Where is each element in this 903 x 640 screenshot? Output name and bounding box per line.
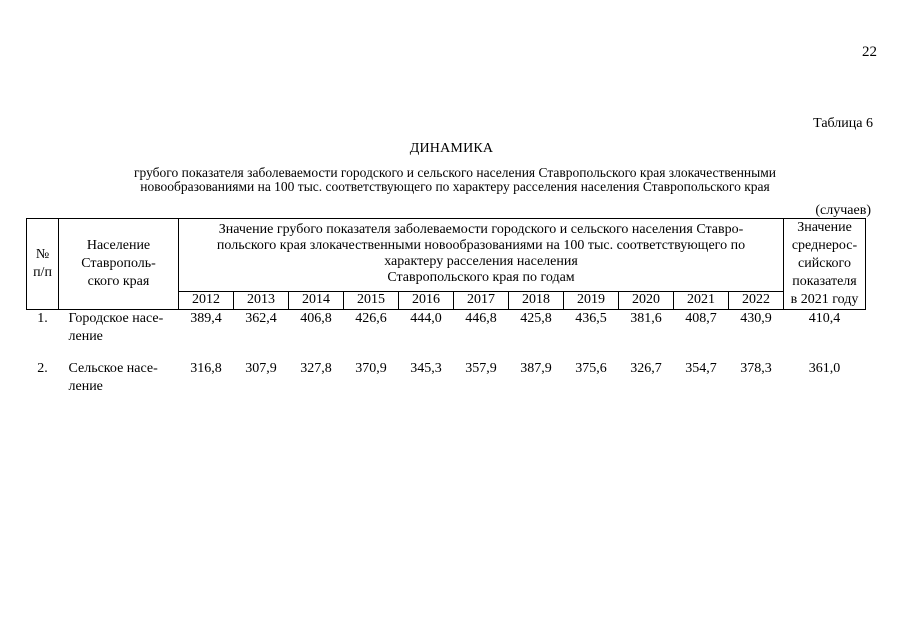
row-population [59, 310, 179, 347]
header-population-line: Ставрополь- [81, 256, 156, 271]
average-cell: 361,0 [808, 361, 841, 376]
value-cell: 354,7 [685, 361, 717, 376]
header-population-line: Население [86, 238, 151, 253]
header-values-line: характеру расселения населения [384, 254, 578, 269]
header-average-line: показателя [792, 274, 857, 289]
subtitle-line-2: новообразованиями на 100 тыс. соответствующего по характеру расселения населения Ставропольского края [140, 179, 770, 194]
header-values-line: польского края злокачественными новообразованиями на 100 тыс. соответствующего по [216, 238, 746, 253]
row-spacer [27, 346, 866, 360]
value-cell: 406,8 [300, 311, 332, 326]
value-cell: 444,0 [410, 311, 442, 326]
row-population [59, 360, 179, 396]
header-average [784, 219, 866, 310]
year-cell: 2019 [564, 292, 619, 310]
header-population [59, 219, 179, 310]
value-cell: 387,9 [520, 361, 552, 376]
year-cell: 2018 [509, 292, 564, 310]
header-number-line: п/п [33, 265, 52, 280]
year-cell: 2014 [289, 292, 344, 310]
header-number [27, 219, 59, 310]
value-cell: 370,9 [355, 361, 387, 376]
table-label: Таблица 6 [813, 116, 873, 131]
value-cell: 375,6 [575, 361, 607, 376]
document-title: ДИНАМИКА [409, 141, 494, 156]
value-cell: 381,6 [630, 311, 662, 326]
value-cell: 408,7 [685, 311, 717, 326]
year-cell: 2015 [344, 292, 399, 310]
value-cell: 430,9 [740, 311, 772, 326]
table-row [27, 360, 866, 396]
year-cell: 2020 [619, 292, 674, 310]
subtitle-line-1: грубого показателя заболеваемости городского и сельского населения Ставропольского края злокачественными [134, 165, 776, 180]
header-average-line: Значение [797, 220, 852, 235]
row-population-line: ление [68, 329, 103, 344]
value-cell: 316,8 [190, 361, 222, 376]
table-header-row [27, 219, 866, 292]
page-number: 22 [862, 44, 877, 60]
value-cell: 362,4 [245, 311, 277, 326]
value-cell: 326,7 [630, 361, 662, 376]
row-population-line: Сельское насе- [68, 361, 158, 376]
header-values [179, 219, 784, 292]
row-population-line: ление [68, 379, 103, 394]
document-subtitle [60, 166, 850, 194]
header-average-line: сийского [798, 256, 851, 271]
value-cell: 345,3 [410, 361, 442, 376]
value-cell: 357,9 [465, 361, 497, 376]
row-number: 1. [37, 311, 48, 326]
value-cell: 446,8 [465, 311, 497, 326]
value-cell: 378,3 [740, 361, 772, 376]
value-cell: 389,4 [190, 311, 222, 326]
header-values-line: Ставропольского края по годам [387, 270, 575, 285]
year-cell: 2012 [179, 292, 234, 310]
average-cell: 410,4 [808, 311, 841, 326]
table-row [27, 310, 866, 347]
header-average-line: среднерос- [791, 238, 858, 253]
value-cell: 425,8 [520, 311, 552, 326]
value-cell: 436,5 [575, 311, 607, 326]
row-number: 2. [37, 361, 48, 376]
header-number-line: № [35, 247, 50, 262]
year-cell: 2021 [674, 292, 729, 310]
header-values-line: Значение грубого показателя заболеваемости городского и сельского населения Ставро- [218, 222, 744, 237]
year-cell: 2013 [234, 292, 289, 310]
incidence-table [26, 218, 866, 396]
row-population-line: Городское насе- [68, 311, 164, 326]
year-cell: 2017 [454, 292, 509, 310]
value-cell: 426,6 [355, 311, 387, 326]
header-population-line: ского края [87, 274, 150, 289]
value-cell: 307,9 [245, 361, 277, 376]
year-cell: 2016 [399, 292, 454, 310]
year-cell: 2022 [729, 292, 784, 310]
header-average-line: в 2021 году [790, 292, 859, 307]
value-cell: 327,8 [300, 361, 332, 376]
units-label: (случаев) [815, 203, 871, 218]
